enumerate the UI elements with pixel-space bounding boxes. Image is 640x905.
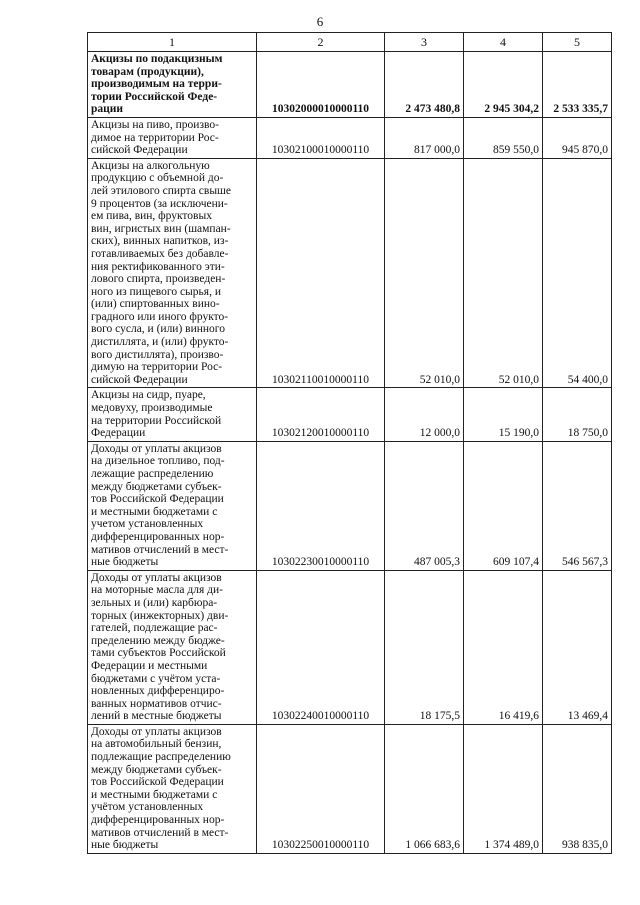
value-year-3: 2 533 335,7 — [543, 52, 612, 118]
budget-code: 10302100010000110 — [257, 117, 385, 158]
revenue-name-line: готавливаемых без добавле- — [91, 247, 229, 260]
revenue-name-line: лей этилового спирта свыше — [91, 184, 232, 197]
value-year-1: 52 010,0 — [385, 158, 464, 388]
budget-code: 10302120010000110 — [257, 388, 385, 441]
value-year-3: 54 400,0 — [543, 158, 612, 388]
revenue-name-line: на дизельное топливо, под- — [91, 455, 225, 468]
value-year-1: 2 473 480,8 — [385, 52, 464, 118]
revenue-name-line: на моторные масла для ди- — [91, 584, 223, 597]
value-year-2: 609 107,4 — [464, 441, 543, 570]
revenue-name-line: ских), винных напитков, из- — [91, 235, 229, 248]
table-row — [88, 52, 612, 118]
value-year-3: 938 835,0 — [543, 724, 612, 853]
value-year-1: 12 000,0 — [385, 388, 464, 441]
value-year-3: 18 750,0 — [543, 388, 612, 441]
page-number: 6 — [316, 14, 324, 29]
revenue-name-line: сийской Федерации — [91, 144, 188, 157]
revenue-name-line: учетом установленных — [91, 518, 204, 531]
revenue-name-line: Доходы от уплаты акцизов — [91, 725, 222, 738]
revenue-name — [88, 441, 257, 570]
revenue-name-line: тами субъектов Российской — [91, 647, 226, 660]
revenue-name-line: вин, игристых вин (шампан- — [91, 222, 231, 235]
revenue-name-line: дифференцированных нор- — [91, 814, 225, 827]
value-year-1: 817 000,0 — [385, 117, 464, 158]
revenue-name-line: ванных нормативов отчис- — [91, 697, 222, 710]
column-number-2: 2 — [257, 33, 385, 52]
revenue-name-line: Федерации и местными — [91, 659, 208, 672]
revenue-name — [88, 117, 257, 158]
table-row — [88, 117, 612, 158]
value-year-3: 546 567,3 — [543, 441, 612, 570]
budget-code: 10302250010000110 — [257, 724, 385, 853]
revenue-name-line: ные бюджеты — [91, 556, 159, 569]
budget-code: 10302240010000110 — [257, 570, 385, 724]
revenue-name-line: Доходы от уплаты акцизов — [91, 442, 222, 455]
revenue-name-line: рации — [91, 103, 124, 116]
revenue-name — [88, 724, 257, 853]
budget-code: 10302110010000110 — [257, 158, 385, 388]
column-number-4: 4 — [464, 33, 543, 52]
revenue-name-line: бюджетами с учётом уста- — [91, 672, 221, 685]
value-year-1: 487 005,3 — [385, 441, 464, 570]
revenue-name — [88, 570, 257, 724]
revenue-name-line: 9 процентов (за исключени- — [91, 197, 228, 210]
value-year-3: 945 870,0 — [543, 117, 612, 158]
value-year-1: 18 175,5 — [385, 570, 464, 724]
revenue-name-line: продукцию с объемной до- — [91, 172, 224, 185]
revenue-name-line: зельных и (или) карбюра- — [91, 596, 218, 609]
value-year-2: 52 010,0 — [464, 158, 543, 388]
revenue-name-line: подлежащие распределению — [91, 751, 231, 764]
revenue-name-line: Акцизы на алкогольную — [91, 159, 210, 172]
table-row — [88, 570, 612, 724]
budget-code: 10302000010000110 — [257, 52, 385, 118]
revenue-name-line: лового спирта, произведен- — [91, 273, 226, 286]
value-year-2: 859 550,0 — [464, 117, 543, 158]
revenue-name — [88, 388, 257, 441]
revenue-name-line: лений в местные бюджеты — [91, 710, 222, 723]
table-row — [88, 441, 612, 570]
revenue-name-line: и местными бюджетами с — [91, 505, 218, 518]
table-body — [88, 52, 612, 854]
revenue-name-line: вого сусла, и (или) винного — [91, 323, 225, 336]
revenue-name-line: на территории Российской — [91, 414, 222, 427]
table-row — [88, 388, 612, 441]
revenue-name-line: и местными бюджетами с — [91, 788, 218, 801]
value-year-2: 15 190,0 — [464, 388, 543, 441]
revenue-name-line: Акцизы на сидр, пуаре, — [91, 389, 206, 402]
revenue-name-line: тов Российской Федерации — [91, 776, 224, 789]
table-row — [88, 724, 612, 853]
column-number-row — [88, 33, 612, 52]
column-number-1: 1 — [88, 33, 257, 52]
revenue-name-line: (или) спиртованных вино- — [91, 298, 220, 311]
revenue-name-line: димую на территории Рос- — [91, 361, 223, 374]
revenue-name-line: торных (инжекторных) дви- — [91, 609, 229, 622]
revenue-name-line: новленных дифференциро- — [91, 685, 225, 698]
revenue-name-line: Доходы от уплаты акцизов — [91, 571, 222, 584]
revenue-name-line: пределению между бюдже- — [91, 634, 225, 647]
value-year-1: 1 066 683,6 — [385, 724, 464, 853]
column-number-5: 5 — [543, 33, 612, 52]
revenue-name-line: ем пива, вин, фруктовых — [91, 210, 212, 223]
revenue-name-line: Акцизы по подакцизным — [91, 53, 223, 65]
revenue-table — [87, 32, 612, 854]
revenue-name-line: на автомобильный бензин, — [91, 738, 222, 751]
revenue-name-line: мативов отчислений в мест- — [91, 543, 229, 556]
revenue-name-line: производимым на терри- — [91, 78, 222, 91]
revenue-name-line: дистиллята, и (или) фрукто- — [91, 336, 229, 349]
revenue-name-line: между бюджетами субъек- — [91, 763, 222, 776]
revenue-name-line: Акцизы на пиво, произво- — [91, 118, 219, 131]
revenue-name-line: ния ректификованного эти- — [91, 260, 225, 273]
revenue-name — [88, 158, 257, 388]
revenue-name-line: сийской Федерации — [91, 373, 188, 386]
revenue-name-line: учётом установленных — [91, 801, 204, 814]
revenue-name-line: между бюджетами субъек- — [91, 480, 222, 493]
revenue-name-line: товарам (продукции), — [91, 65, 204, 78]
value-year-2: 1 374 489,0 — [464, 724, 543, 853]
revenue-name-line: димое на территории Рос- — [91, 131, 219, 144]
revenue-name-line: дифференцированных нор- — [91, 530, 225, 543]
revenue-name-line: Федерации — [91, 427, 146, 440]
value-year-2: 2 945 304,2 — [464, 52, 543, 118]
revenue-name-line: мативов отчислений в мест- — [91, 826, 229, 839]
revenue-name-line: вого дистиллята), произво- — [91, 348, 224, 361]
revenue-name-line: тории Российской Феде- — [91, 90, 218, 103]
revenue-name-line: лежащие распределению — [91, 468, 214, 480]
value-year-3: 13 469,4 — [543, 570, 612, 724]
revenue-name-line: медовуху, производимые — [91, 402, 213, 415]
table-row — [88, 158, 612, 388]
revenue-name-line: ного из пищевого сырья, и — [91, 285, 221, 298]
revenue-name-line: ные бюджеты — [91, 839, 159, 852]
revenue-name-line: тов Российской Федерации — [91, 493, 224, 506]
revenue-name-line: градного или иного фрукто- — [91, 310, 229, 323]
revenue-name-line: гателей, подлежащие рас- — [91, 622, 218, 635]
column-number-3: 3 — [385, 33, 464, 52]
revenue-name — [88, 52, 257, 118]
value-year-2: 16 419,6 — [464, 570, 543, 724]
budget-code: 10302230010000110 — [257, 441, 385, 570]
